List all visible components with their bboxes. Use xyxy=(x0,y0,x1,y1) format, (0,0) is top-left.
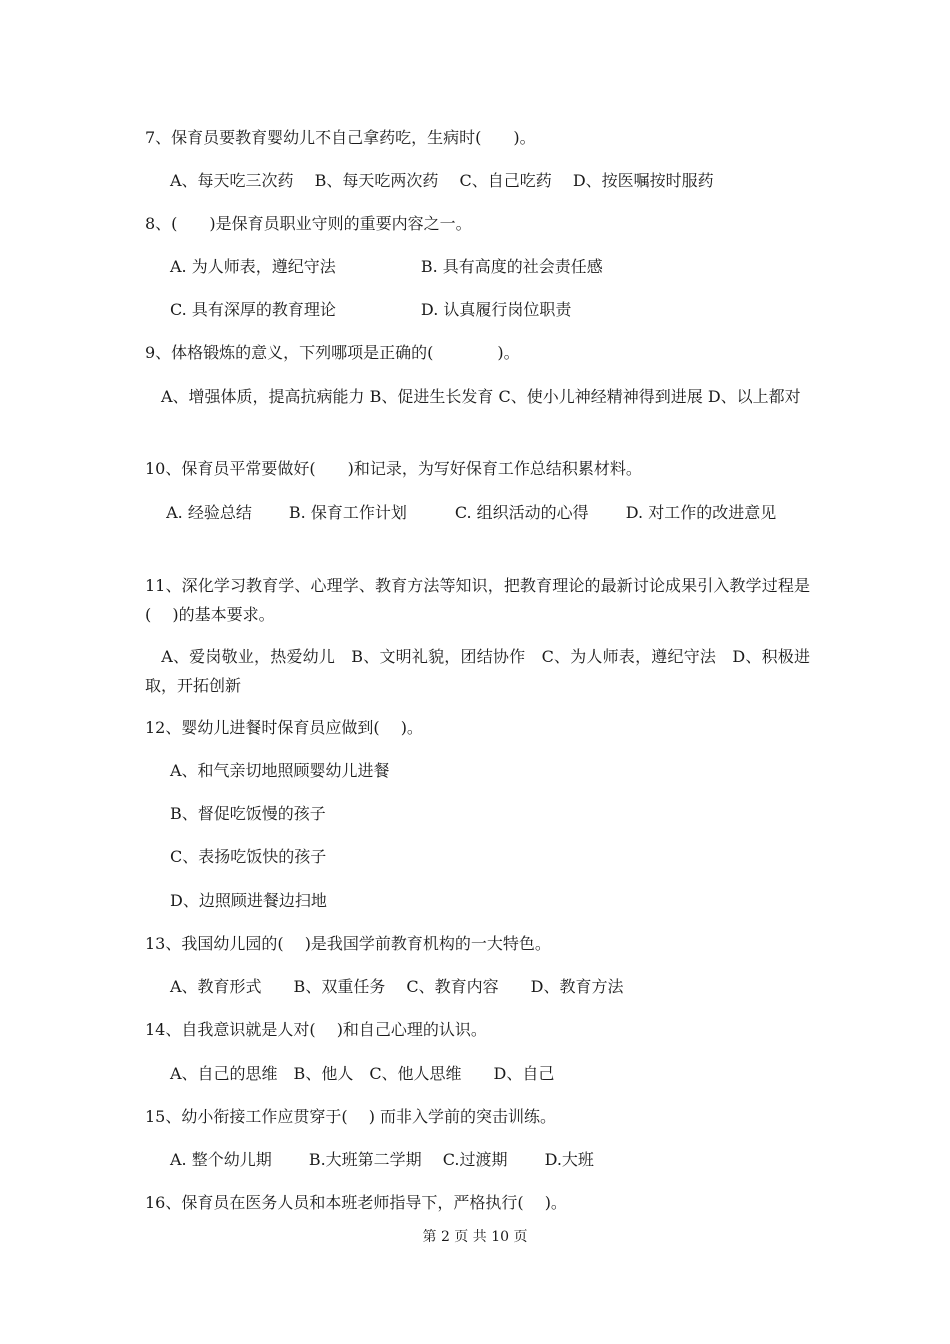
question-15-options: A. 整个幼儿期 B.大班第二学期 C.过渡期 D.大班 xyxy=(170,1150,594,1169)
question-7-options: A、每天吃三次药 B、每天吃两次药 C、自己吃药 D、按医嘱按时服药 xyxy=(170,171,714,190)
question-12-option-a: A、和气亲切地照顾婴幼儿进餐 xyxy=(170,761,390,780)
question-14-stem: 14、自我意识就是人对( )和自己心理的认识。 xyxy=(145,1020,487,1039)
question-10-stem: 10、保育员平常要做好( )和记录，为写好保育工作总结积累材料。 xyxy=(145,459,642,478)
question-13-stem: 13、我国幼儿园的( )是我国学前教育机构的一大特色。 xyxy=(145,934,551,953)
question-7-stem: 7、保育员要教育婴幼儿不自己拿药吃，生病时( )。 xyxy=(145,128,536,147)
question-8-options-row-2: C. 具有深厚的教育理论 D. 认真履行岗位职责 xyxy=(170,300,572,319)
question-9-stem: 9、体格锻炼的意义，下列哪项是正确的( )。 xyxy=(145,343,520,362)
question-12-option-b: B、督促吃饭慢的孩子 xyxy=(170,804,326,823)
question-10-options: A. 经验总结 B. 保育工作计划 C. 组织活动的心得 D. 对工作的改进意见 xyxy=(145,503,777,522)
question-12-stem: 12、婴幼儿进餐时保育员应做到( )。 xyxy=(145,718,423,737)
question-11-options: A、爱岗敬业，热爱幼儿 B、文明礼貌，团结协作 C、为人师表，遵纪守法 D、积极进取，开拓创新 xyxy=(145,647,810,695)
question-13-options: A、教育形式 B、双重任务 C、教育内容 D、教育方法 xyxy=(170,977,624,996)
page-number-footer: 第 2 页 共 10 页 xyxy=(422,1229,528,1245)
question-9-options: A、增强体质，提高抗病能力 B、促进生长发育 C、使小儿神经精神得到进展 D、以上都对 xyxy=(145,387,801,406)
question-14-options: A、自己的思维 B、他人 C、他人思维 D、自己 xyxy=(170,1064,555,1083)
question-8-options-row-1: A. 为人师表，遵纪守法 B. 具有高度的社会责任感 xyxy=(170,257,603,276)
question-12-option-c: C、表扬吃饭快的孩子 xyxy=(170,847,327,866)
question-11-stem: 11、深化学习教育学、心理学、教育方法等知识，把教育理论的最新讨论成果引入教学过程是( )的基本要求。 xyxy=(145,576,810,624)
question-12-option-d: D、边照顾进餐边扫地 xyxy=(170,891,327,910)
question-8-stem: 8、( )是保育员职业守则的重要内容之一。 xyxy=(145,214,472,233)
question-16-stem: 16、保育员在医务人员和本班老师指导下，严格执行( )。 xyxy=(145,1193,567,1212)
question-15-stem: 15、幼小衔接工作应贯穿于( ) 而非入学前的突击训练。 xyxy=(145,1107,557,1126)
